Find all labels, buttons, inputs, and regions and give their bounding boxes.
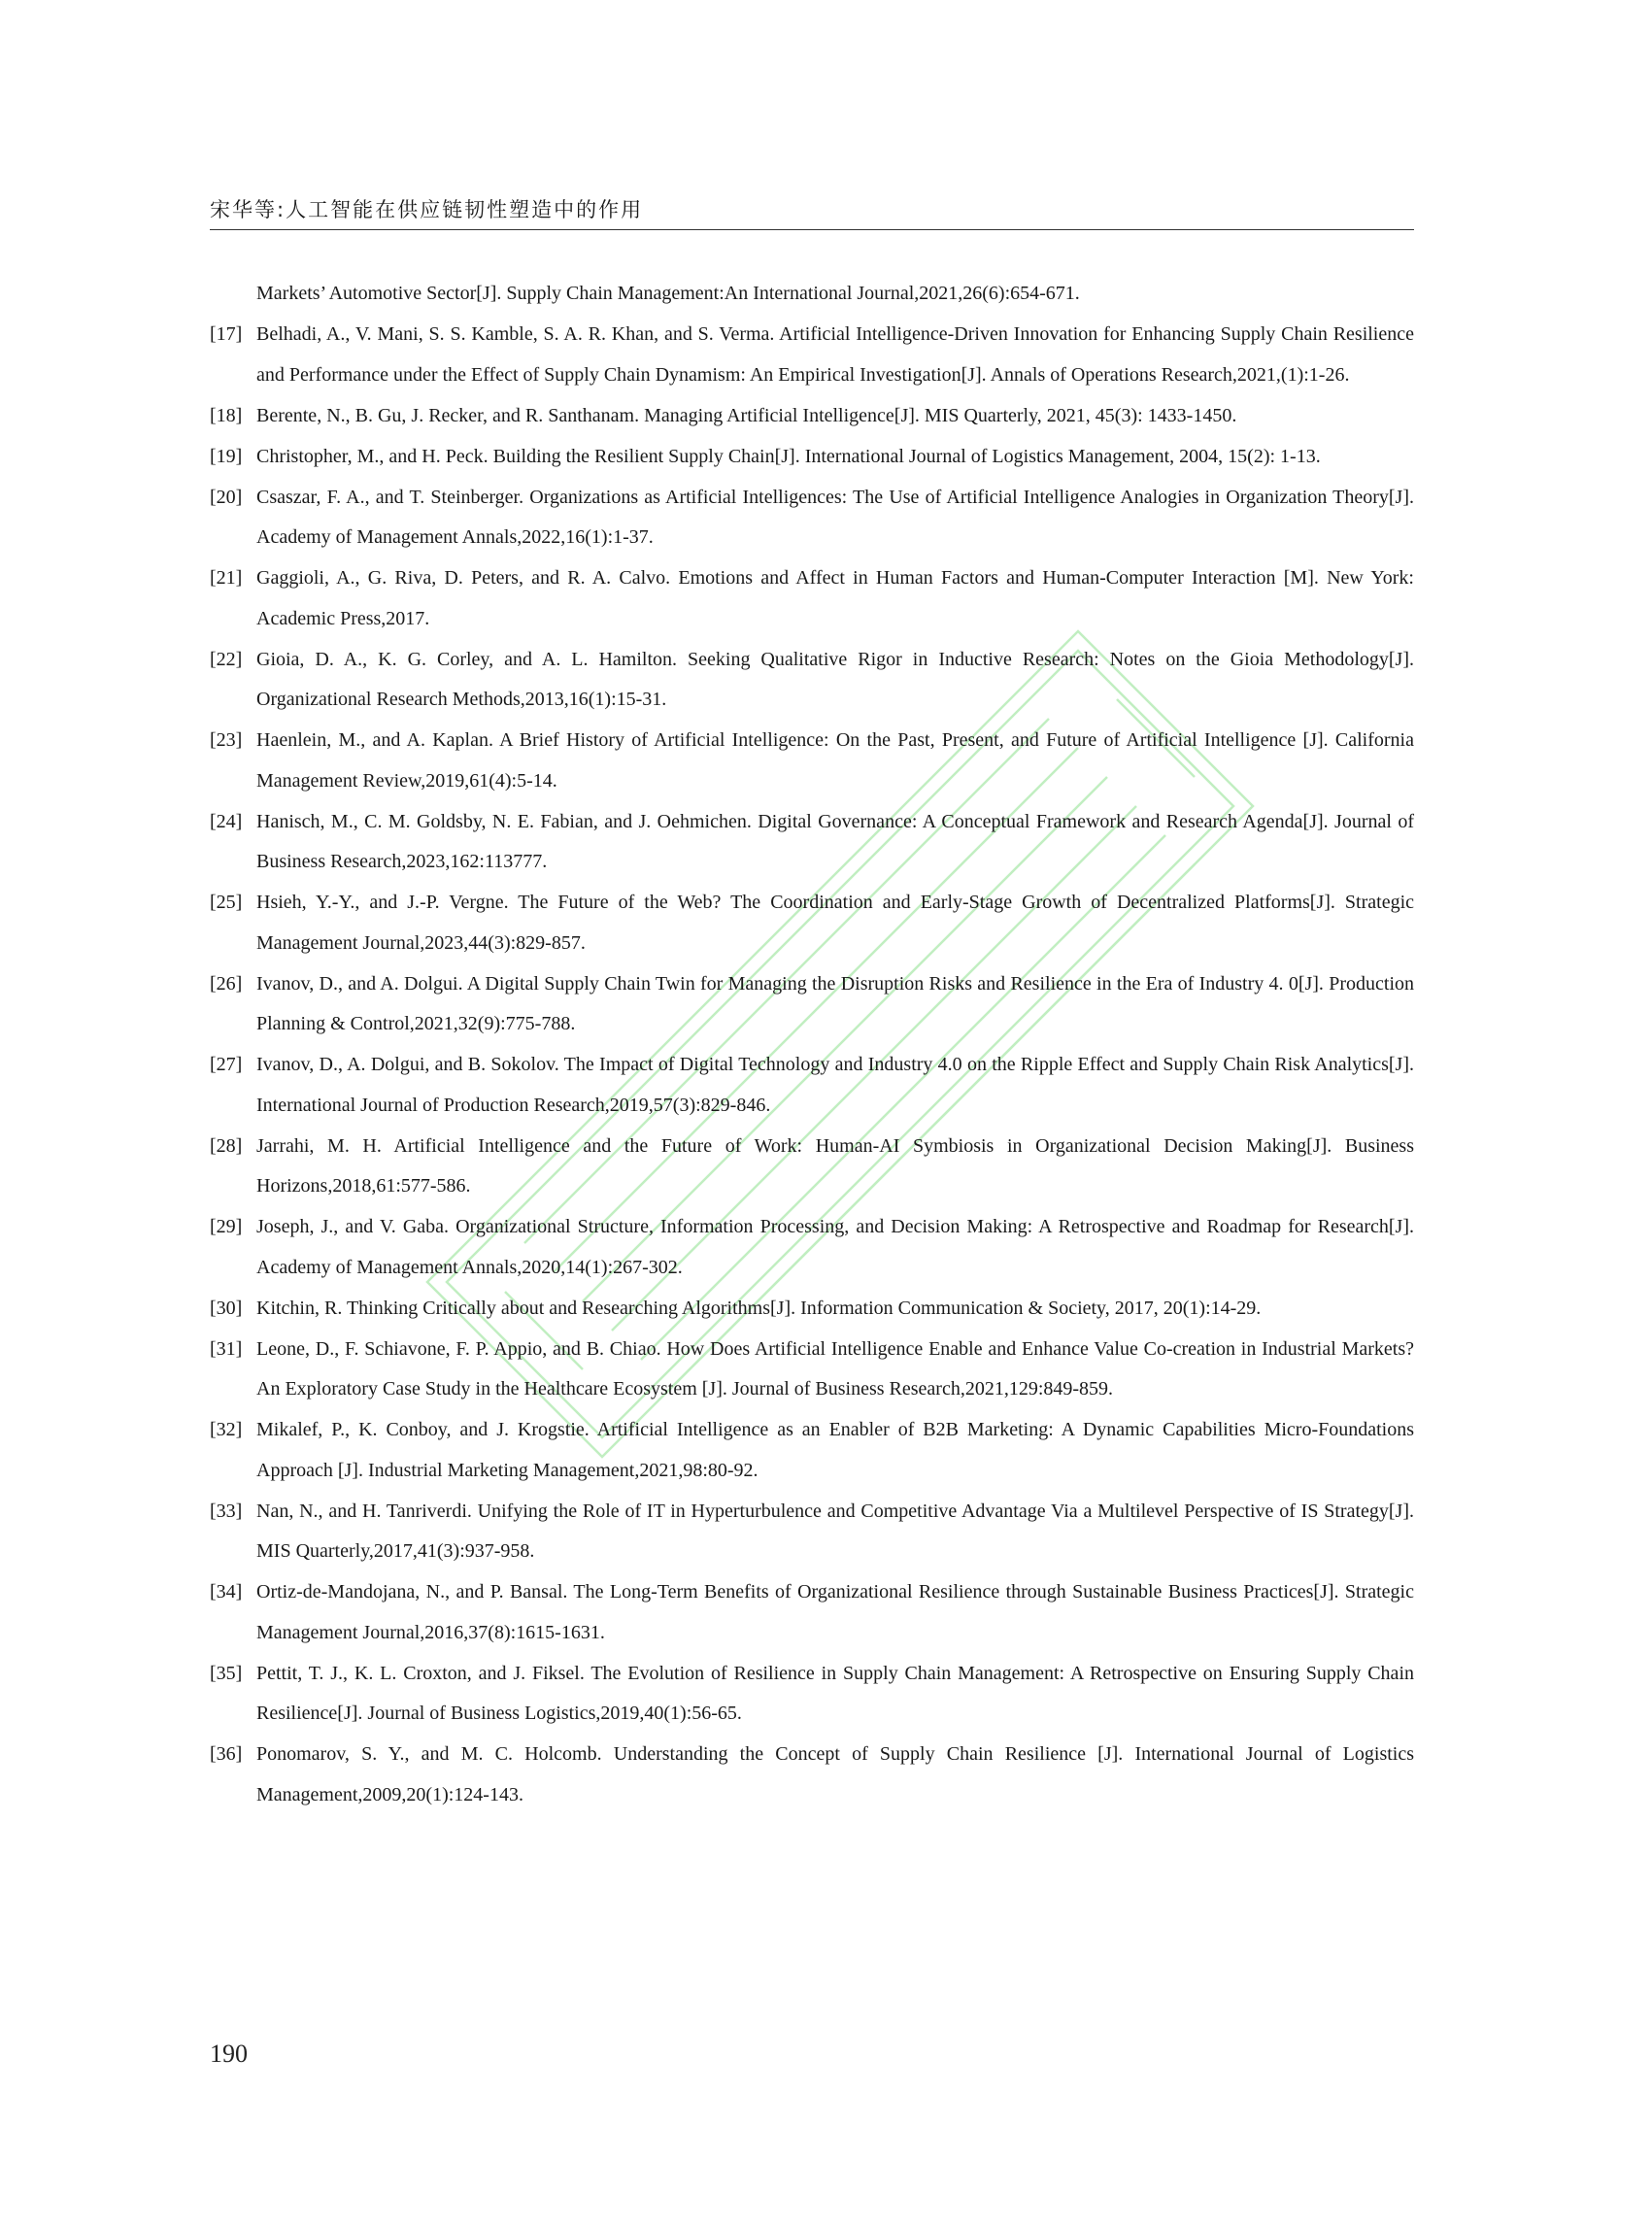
reference-item bbox=[210, 964, 1414, 1045]
reference-number: [17] bbox=[210, 323, 243, 345]
reference-item bbox=[210, 721, 1414, 801]
reference-text: Ivanov, D., and A. Dolgui. A Digital Supply Chain Twin for Managing the Disruption Risks and Resilience in the Era of Industry 4. 0[J]. Production Planning & Control,2021,32(9):775-788. bbox=[256, 972, 1414, 1034]
reference-text: Ponomarov, S. Y., and M. C. Holcomb. Understanding the Concept of Supply Chain Resilience [J]. International Journal of Logistics Management,2009,20(1):124-143. bbox=[256, 1743, 1414, 1805]
reference-text: Ivanov, D., A. Dolgui, and B. Sokolov. The Impact of Digital Technology and Industry 4.0 on the Ripple Effect and Supply Chain Risk Analytics[J]. International Journal of Production Research,2019,57(3):829-846. bbox=[256, 1054, 1414, 1116]
reference-item bbox=[210, 1735, 1414, 1815]
reference-number: [31] bbox=[210, 1337, 243, 1360]
reference-number: [25] bbox=[210, 892, 243, 913]
reference-number: [33] bbox=[210, 1500, 243, 1522]
reference-item bbox=[210, 1289, 1414, 1330]
reference-number: [29] bbox=[210, 1216, 243, 1237]
reference-text: Gaggioli, A., G. Riva, D. Peters, and R. A. Calvo. Emotions and Affect in Human Factors and Human-Computer Interaction [M]. New York: Academic Press,2017. bbox=[256, 567, 1414, 629]
reference-text: Jarrahi, M. H. Artificial Intelligence and the Future of Work: Human-AI Symbiosis in Organizational Decision Making[J]. Business Horizons,2018,61:577-586. bbox=[256, 1134, 1414, 1197]
reference-number: [36] bbox=[210, 1743, 243, 1765]
reference-text: Nan, N., and H. Tanriverdi. Unifying the Role of IT in Hyperturbulence and Competitive Advantage Via a Multilevel Perspective of IS Strategy[J]. MIS Quarterly,2017,41(3):937-958. bbox=[256, 1500, 1414, 1562]
reference-text: Leone, D., F. Schiavone, F. P. Appio, and B. Chiao. How Does Artificial Intelligence Enable and Enhance Value Co-creation in Industrial Markets? An Exploratory Case Study in the Healthcare Ecosystem [J]. Journal of Business Research,2021,129:849-859. bbox=[256, 1337, 1414, 1400]
reference-item bbox=[210, 1207, 1414, 1288]
reference-item bbox=[210, 274, 1414, 315]
reference-item bbox=[210, 396, 1414, 437]
running-head: 宋华等:人工智能在供应链韧性塑造中的作用 bbox=[210, 198, 644, 221]
reference-number: [19] bbox=[210, 445, 243, 467]
page-number: 190 bbox=[210, 2040, 248, 2068]
reference-number: [18] bbox=[210, 404, 243, 426]
reference-text: Ortiz-de-Mandojana, N., and P. Bansal. The Long-Term Benefits of Organizational Resilience through Sustainable Business Practices[J]. Strategic Management Journal,2016,37(8):1615-1631. bbox=[256, 1581, 1414, 1643]
reference-number: [34] bbox=[210, 1581, 243, 1602]
reference-number: [35] bbox=[210, 1662, 243, 1684]
reference-text: Joseph, J., and V. Gaba. Organizational Structure, Information Processing, and Decision Making: A Retrospective and Roadmap for Research[J]. Academy of Management Annals,2020,14(1):267-302. bbox=[256, 1216, 1414, 1278]
reference-item bbox=[210, 1654, 1414, 1735]
reference-number: [28] bbox=[210, 1134, 243, 1157]
reference-number: [32] bbox=[210, 1419, 243, 1440]
reference-text: Berente, N., B. Gu, J. Recker, and R. Santhanam. Managing Artificial Intelligence[J]. MIS Quarterly, 2021, 45(3): 1433-1450. bbox=[256, 404, 1237, 426]
reference-item bbox=[210, 478, 1414, 558]
reference-text: Markets’ Automotive Sector[J]. Supply Chain Management:An International Journal,2021,26(6):654-671. bbox=[256, 283, 1080, 304]
reference-item bbox=[210, 1492, 1414, 1572]
reference-text: Kitchin, R. Thinking Critically about and Researching Algorithms[J]. Information Communication & Society, 2017, 20(1):14-29. bbox=[256, 1297, 1262, 1319]
reference-number: [26] bbox=[210, 972, 243, 995]
reference-number: [21] bbox=[210, 567, 243, 589]
reference-number: [27] bbox=[210, 1054, 243, 1075]
reference-item bbox=[210, 558, 1414, 639]
reference-text: Hsieh, Y.-Y., and J.-P. Vergne. The Future of the Web? The Coordination and Early-Stage Growth of Decentralized Platforms[J]. Strategic Management Journal,2023,44(3):829-857. bbox=[256, 892, 1414, 954]
reference-number: [30] bbox=[210, 1297, 243, 1319]
reference-item bbox=[210, 883, 1414, 963]
reference-number: [20] bbox=[210, 486, 243, 508]
reference-item bbox=[210, 802, 1414, 883]
reference-item bbox=[210, 315, 1414, 395]
reference-text: Gioia, D. A., K. G. Corley, and A. L. Hamilton. Seeking Qualitative Rigor in Inductive Research: Notes on the Gioia Methodology[J]. Organizational Research Methods,2013,16(1):15-31. bbox=[256, 648, 1414, 710]
reference-text: Haenlein, M., and A. Kaplan. A Brief History of Artificial Intelligence: On the Past, Present, and Future of Artificial Intelligence [J]. California Management Review,2019,61(4):5-14. bbox=[256, 729, 1414, 792]
reference-item bbox=[210, 1127, 1414, 1207]
reference-item bbox=[210, 640, 1414, 721]
reference-number: [24] bbox=[210, 810, 243, 832]
reference-text: Belhadi, A., V. Mani, S. S. Kamble, S. A. R. Khan, and S. Verma. Artificial Intelligence-Driven Innovation for Enhancing Supply Chain Resilience and Performance under the Effect of Supply Chain Dynamism: An Empirical Investigation[J]. Annals of Operations Research,2021,(1):1-26. bbox=[256, 323, 1414, 386]
header-rule bbox=[210, 229, 1414, 230]
reference-text: Mikalef, P., K. Conboy, and J. Krogstie. Artificial Intelligence as an Enabler of B2B Marketing: A Dynamic Capabilities Micro-Foundations Approach [J]. Industrial Marketing Management,2021,98:80-92. bbox=[256, 1419, 1414, 1481]
reference-item bbox=[210, 1045, 1414, 1126]
reference-list bbox=[210, 274, 1414, 1816]
reference-text: Csaszar, F. A., and T. Steinberger. Organizations as Artificial Intelligences: The Use of Artificial Intelligence Analogies in Organization Theory[J]. Academy of Management Annals,2022,16(1):1-37. bbox=[256, 486, 1414, 548]
reference-number: [23] bbox=[210, 729, 243, 751]
reference-item bbox=[210, 1330, 1414, 1410]
reference-item bbox=[210, 1410, 1414, 1491]
reference-text: Pettit, T. J., K. L. Croxton, and J. Fiksel. The Evolution of Resilience in Supply Chain Management: A Retrospective on Ensuring Supply Chain Resilience[J]. Journal of Business Logistics,2019,40(1):56-65. bbox=[256, 1662, 1414, 1724]
reference-number: [22] bbox=[210, 648, 243, 670]
reference-item bbox=[210, 437, 1414, 478]
reference-text: Christopher, M., and H. Peck. Building the Resilient Supply Chain[J]. International Journal of Logistics Management, 2004, 15(2): 1-13. bbox=[256, 445, 1321, 467]
reference-text: Hanisch, M., C. M. Goldsby, N. E. Fabian, and J. Oehmichen. Digital Governance: A Conceptual Framework and Research Agenda[J]. Journal of Business Research,2023,162:113777. bbox=[256, 810, 1414, 872]
reference-item bbox=[210, 1572, 1414, 1653]
